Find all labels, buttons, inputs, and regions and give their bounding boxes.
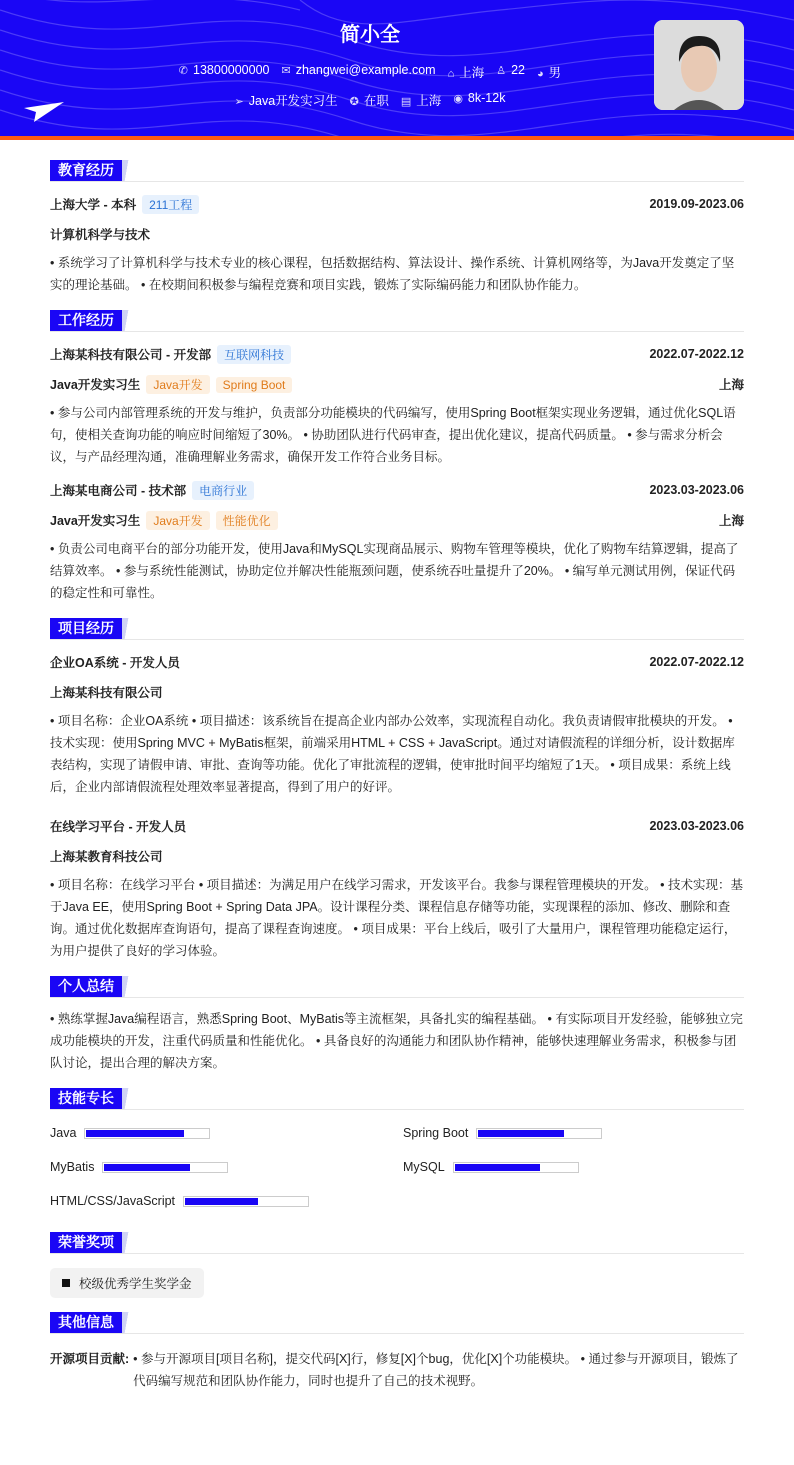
company: 上海某教育科技公司 — [50, 850, 163, 864]
skill-name: HTML/CSS/JavaScript — [50, 1194, 176, 1208]
money-icon: ◉ — [453, 93, 463, 105]
position: ➢ Java开发实习生 — [234, 94, 338, 108]
skill-bar-fill — [478, 1130, 563, 1137]
description: • 熟练掌握Java编程语言，熟悉Spring Boot、MyBatis等主流框架，具备扎实的编程基础。 • 有实际项目开发经验，能够独立完成功能模块的开发，注重代码质量和性能优化。 • 具备良好的沟通能力和团队协作精神，能够快速理解业务需求，积极参与团队讨论，提出合理的解决方案。 — [50, 1012, 743, 1070]
description: • 项目名称：在线学习平台 • 项目描述：为满足用户在线学习需求，开发该平台。我参与课程管理模块的开发。 • 技术实现：基于Java EE，使用Spring Boot + Spring Data JPA。设计课程分类、课程信息存储等功能，实现课程的添加、修改、删除和查询。通过优化数据库查询语句，提高了课程查询速度。 • 项目成果：平台上线后，吸引了大量用户，课程管理功能稳定运行，为用户提供了良好的学习体验。 — [50, 878, 743, 958]
skill-item — [403, 1158, 703, 1176]
building-icon: ▤ — [400, 96, 412, 108]
section-title: 技能专长 — [50, 1088, 122, 1109]
phone: ✆ 13800000000 — [178, 63, 270, 77]
email: ✉ zhangwei@example.com — [281, 63, 436, 77]
skill-bar — [84, 1128, 210, 1139]
section-title: 其他信息 — [50, 1312, 122, 1333]
resume-header — [0, 0, 794, 140]
date: 2023.03-2023.06 — [649, 819, 744, 833]
other-label: 开源项目贡献: — [50, 1352, 130, 1366]
skill-bar — [453, 1162, 579, 1173]
skill-tag: Java开发 — [146, 511, 209, 530]
projects-section — [50, 618, 744, 962]
skill-bar — [476, 1128, 602, 1139]
section-title: 项目经历 — [50, 618, 122, 639]
company: 上海某电商公司 - 技术部 — [50, 483, 187, 498]
section-title: 个人总结 — [50, 976, 122, 997]
section-title: 工作经历 — [50, 310, 122, 331]
major: 计算机科学与技术 — [50, 228, 151, 242]
company: 上海某科技有限公司 — [50, 686, 163, 700]
city: ▤ 上海 — [400, 94, 442, 108]
industry-tag: 电商行业 — [192, 481, 254, 500]
paper-plane-icon — [24, 100, 64, 124]
date: 2022.07-2022.12 — [649, 347, 744, 361]
date: 2019.09-2023.06 — [649, 197, 744, 211]
company: 上海某科技有限公司 - 开发部 — [50, 347, 212, 362]
date: 2023.03-2023.06 — [649, 483, 744, 497]
other-section — [50, 1312, 744, 1392]
description: • 参与公司内部管理系统的开发与维护，负责部分功能模块的代码编写，使用Spring Boot框架实现业务逻辑，通过优化SQL语句，使相关查询功能的响应时间缩短了30%。 • 协助团队进行代码审查，提出优化建议，提高代码质量。 • 参与需求分析会议，与产品经理沟通，准确理解业务需求，确保开发工作符合业务目标。 — [50, 406, 736, 464]
skill-tag: 性能优化 — [216, 511, 278, 530]
age: ♙ 22 — [496, 63, 526, 77]
skill-bar-fill — [185, 1198, 258, 1205]
education-section — [50, 160, 744, 296]
city: 上海 — [718, 514, 744, 528]
skill-item — [50, 1192, 403, 1210]
role: Java开发实习生 — [50, 513, 141, 528]
skill-name: Java — [50, 1126, 77, 1140]
project-name: 企业OA系统 - 开发人员 — [50, 656, 180, 670]
section-title: 荣誉奖项 — [50, 1232, 122, 1253]
candidate-name: 简小全 — [340, 24, 400, 46]
skill-bar-fill — [86, 1130, 184, 1137]
skill-name: Spring Boot — [403, 1126, 469, 1140]
awards-section — [50, 1232, 744, 1298]
skill-name: MyBatis — [50, 1160, 95, 1174]
work-section — [50, 310, 744, 604]
send-icon: ➢ — [234, 96, 244, 108]
salary: ◉ 8k-12k — [453, 91, 506, 105]
hometown: ⌂ 上海 — [447, 66, 485, 80]
status-icon: ✪ — [349, 96, 359, 108]
city: 上海 — [718, 378, 744, 392]
skill-item — [50, 1124, 403, 1142]
skill-bar-fill — [104, 1164, 189, 1171]
award-name: 校级优秀学生奖学金 — [79, 1277, 192, 1291]
skill-bar-fill — [455, 1164, 540, 1171]
project-name: 在线学习平台 - 开发人员 — [50, 820, 187, 834]
date: 2022.07-2022.12 — [649, 655, 744, 669]
home-icon: ⌂ — [447, 68, 455, 80]
school-tag: 211工程 — [142, 195, 199, 214]
summary-section — [50, 976, 744, 1074]
description: • 项目名称：企业OA系统 • 项目描述：该系统旨在提高企业内部办公效率，实现流程自动化。我负责请假审批模块的开发。 • 技术实现：使用Spring MVC + MyBatis框架，前端采用HTML + CSS + JavaScript。通过对请假流程的详细分析，设计数据库表结构，实现了请假申请、审批、查询等功能。优化了审批流程的逻辑，使审批时间平均缩短了1天。 • 项目成果：系统上线后，企业内部请假流程处理效率显著提高，得到了用户的好评。 — [50, 714, 735, 794]
skill-tag: Spring Boot — [216, 377, 293, 393]
section-title: 教育经历 — [50, 160, 122, 181]
cake-icon: ♙ — [496, 65, 507, 77]
description: • 参与开源项目[项目名称]，提交代码[X]行，修复[X]个bug，优化[X]个功能模块。 • 通过参与开源项目，锻炼了代码编写规范和团队协作能力，同时也提升了自己的技术视野。 — [133, 1352, 739, 1388]
skills-section — [50, 1088, 744, 1210]
skill-bar — [102, 1162, 228, 1173]
gender: ◕ 男 — [537, 66, 562, 80]
industry-tag: 互联网科技 — [217, 345, 291, 364]
skill-bar — [183, 1196, 309, 1207]
role: Java开发实习生 — [50, 377, 141, 392]
description: • 系统学习了计算机科学与技术专业的核心课程，包括数据结构、算法设计、操作系统、计算机网络等，为Java开发奠定了坚实的理论基础。 • 在校期间积极参与编程竞赛和项目实践，锻炼了实际编码能力和团队协作能力。 — [50, 256, 735, 292]
mail-icon: ✉ — [281, 65, 291, 77]
status: ✪ 在职 — [349, 94, 389, 108]
phone-icon: ✆ — [178, 65, 189, 77]
description: • 负责公司电商平台的部分功能开发，使用Java和MySQL实现商品展示、购物车管理等模块，优化了购物车结算逻辑，提高了结算效率。 • 参与系统性能测试，协助定位并解决性能瓶颈问题，使系统吞吐量提升了20%。 • 编写单元测试用例，保证代码的稳定性和可靠性。 — [50, 542, 739, 600]
skill-item — [50, 1158, 403, 1176]
square-bullet-icon — [62, 1279, 70, 1287]
skill-item — [403, 1124, 703, 1142]
avatar — [654, 20, 744, 110]
award-item — [50, 1268, 204, 1298]
skill-tag: Java开发 — [146, 375, 209, 394]
gender-icon: ◕ — [537, 68, 544, 80]
skill-name: MySQL — [403, 1160, 445, 1174]
school: 上海大学 - 本科 — [50, 197, 137, 212]
